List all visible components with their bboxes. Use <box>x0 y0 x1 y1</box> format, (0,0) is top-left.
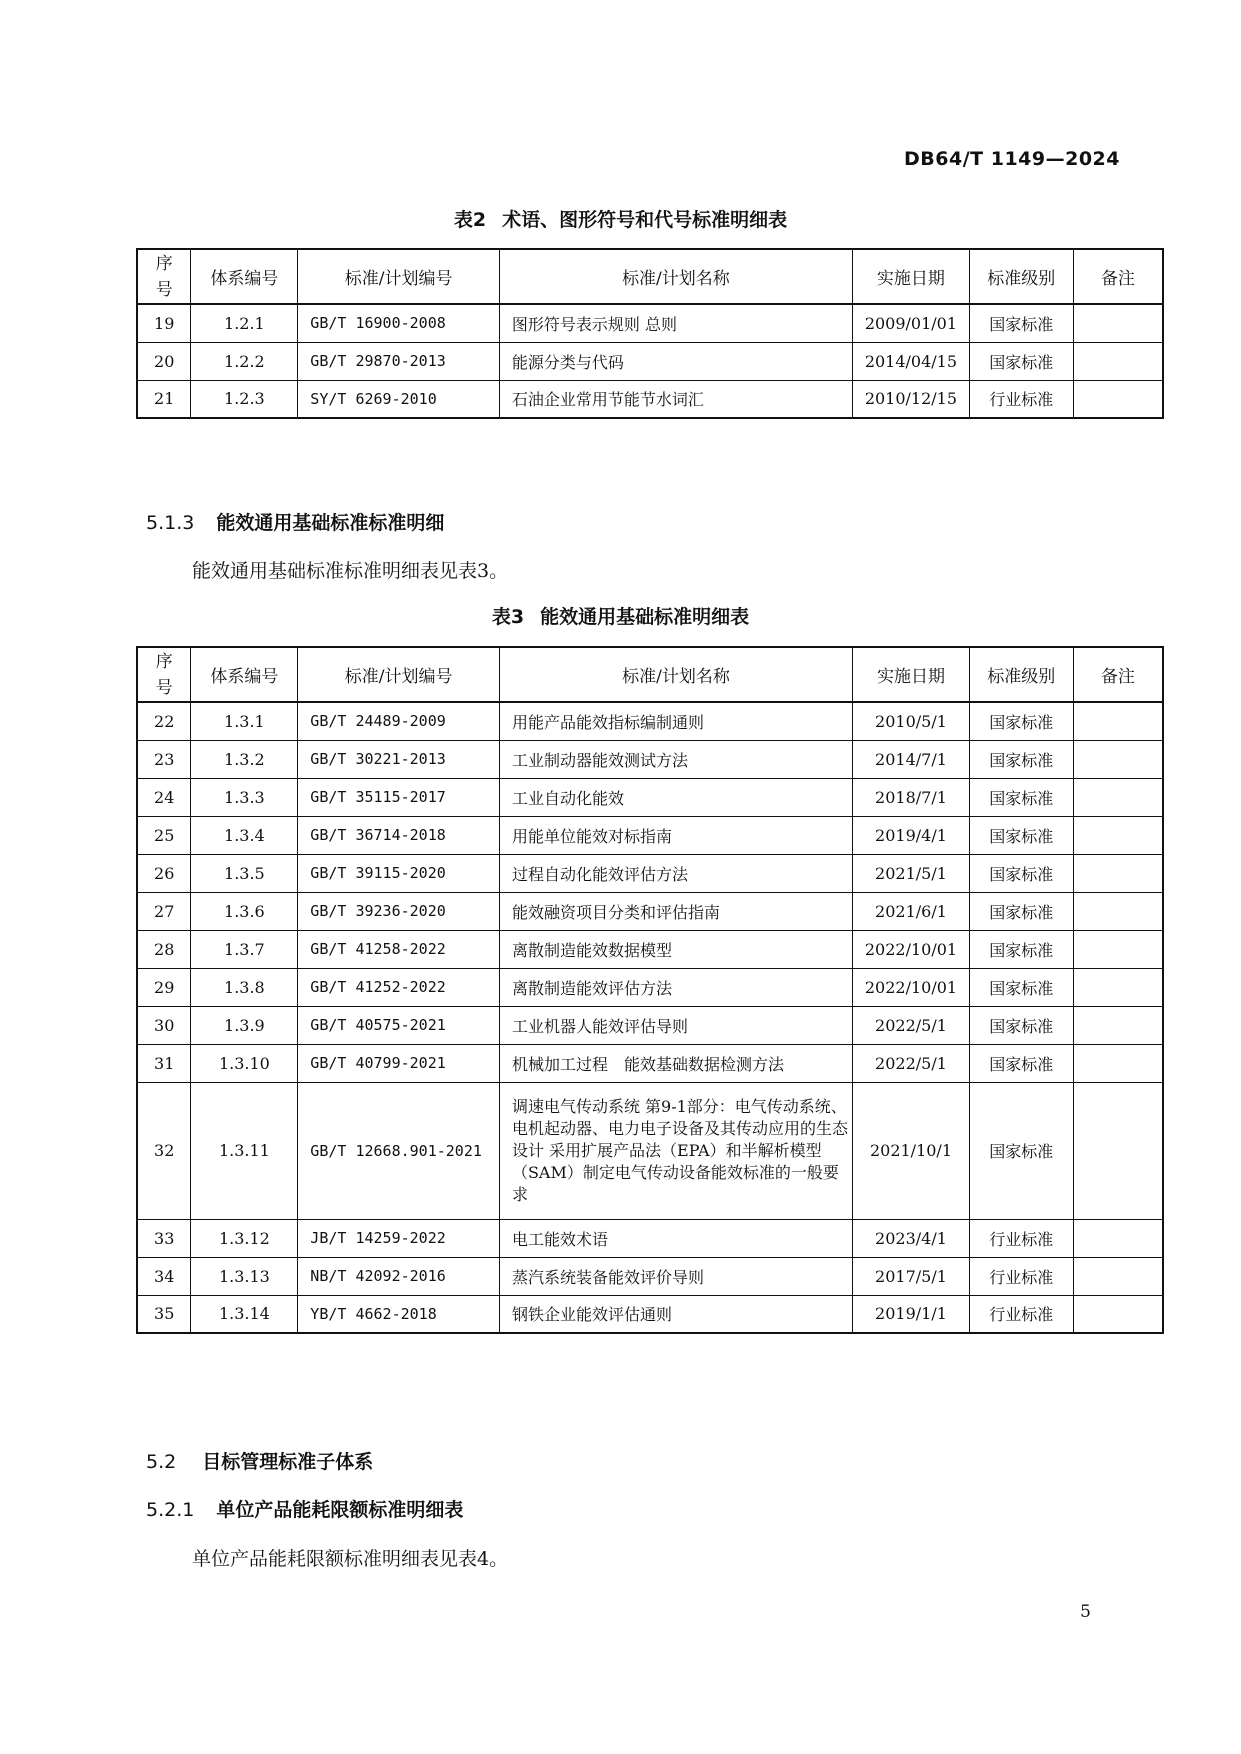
remark-cell <box>1073 740 1163 778</box>
level-cell: 国家标准 <box>969 816 1073 854</box>
effective-date-cell: 2014/04/15 <box>852 342 969 380</box>
section-title: 目标管理标准子体系 <box>202 1451 374 1473</box>
level-cell: 国家标准 <box>969 1044 1073 1082</box>
table-row <box>137 1219 1163 1257</box>
table3-header-cell: 体系编号 <box>191 647 298 702</box>
table2-header-cell: 体系编号 <box>191 249 298 304</box>
paragraph-5-2-1: 单位产品能耗限额标准明细表见表4。 <box>192 1548 509 1570</box>
level-cell: 国家标准 <box>969 930 1073 968</box>
table-row <box>137 1082 1163 1219</box>
standard-name-cell: 工业机器人能效评估导则 <box>499 1006 852 1044</box>
table2-header-cell: 标准级别 <box>969 249 1073 304</box>
effective-date-cell: 2021/5/1 <box>853 854 970 892</box>
remark-cell <box>1073 380 1163 418</box>
table2 <box>136 248 1164 419</box>
effective-date-cell: 2022/10/01 <box>853 968 970 1006</box>
table2-header-cell: 备注 <box>1073 249 1163 304</box>
standard-name-cell: 工业制动器能效测试方法 <box>499 740 852 778</box>
section-title: 能效通用基础标准标准明细 <box>216 512 445 534</box>
table-row <box>137 816 1163 854</box>
table2-number: 表2 <box>453 209 487 231</box>
system-code-cell: 1.3.4 <box>191 816 298 854</box>
system-code-cell: 1.3.1 <box>191 702 298 740</box>
level-cell: 行业标准 <box>969 1219 1073 1257</box>
section-title: 单位产品能耗限额标准明细表 <box>216 1499 464 1521</box>
table-row <box>137 854 1163 892</box>
table3-header-cell: 序号 <box>137 647 191 702</box>
table2-header-row <box>137 249 1163 304</box>
level-cell: 国家标准 <box>969 854 1073 892</box>
section-number: 5.2 <box>146 1451 177 1473</box>
standard-code-cell: GB/T 41258-2022 <box>298 930 500 968</box>
seq-cell: 29 <box>137 968 191 1006</box>
standard-name-cell: 用能产品能效指标编制通则 <box>499 702 852 740</box>
standard-code-cell: YB/T 4662-2018 <box>298 1295 500 1333</box>
standard-code-cell: GB/T 35115-2017 <box>298 778 500 816</box>
level-cell: 国家标准 <box>969 740 1073 778</box>
level-cell: 行业标准 <box>969 1257 1073 1295</box>
effective-date-cell: 2019/1/1 <box>853 1295 970 1333</box>
paragraph-5-1-3: 能效通用基础标准标准明细表见表3。 <box>192 560 509 582</box>
level-cell: 国家标准 <box>969 892 1073 930</box>
seq-cell: 21 <box>137 380 191 418</box>
system-code-cell: 1.2.2 <box>191 342 298 380</box>
table-row <box>137 1006 1163 1044</box>
system-code-cell: 1.3.2 <box>191 740 298 778</box>
standard-code-cell: NB/T 42092-2016 <box>298 1257 500 1295</box>
table3-header-cell: 备注 <box>1073 647 1163 702</box>
remark-cell <box>1073 1044 1163 1082</box>
system-code-cell: 1.3.10 <box>191 1044 298 1082</box>
seq-cell: 31 <box>137 1044 191 1082</box>
seq-cell: 33 <box>137 1219 191 1257</box>
table-row <box>137 702 1163 740</box>
effective-date-cell: 2021/6/1 <box>853 892 970 930</box>
level-cell: 国家标准 <box>969 1082 1073 1219</box>
effective-date-cell: 2017/5/1 <box>853 1257 970 1295</box>
seq-cell: 28 <box>137 930 191 968</box>
system-code-cell: 1.3.11 <box>191 1082 298 1219</box>
seq-cell: 22 <box>137 702 191 740</box>
standard-name-cell: 钢铁企业能效评估通则 <box>499 1295 852 1333</box>
standard-name-cell: 能源分类与代码 <box>499 342 852 380</box>
system-code-cell: 1.3.12 <box>191 1219 298 1257</box>
standard-code-cell: GB/T 40799-2021 <box>298 1044 500 1082</box>
standard-code-cell: GB/T 24489-2009 <box>298 702 500 740</box>
table-row <box>137 1257 1163 1295</box>
level-cell: 行业标准 <box>969 1295 1073 1333</box>
remark-cell <box>1073 304 1163 342</box>
page-number: 5 <box>1080 1602 1091 1622</box>
remark-cell <box>1073 892 1163 930</box>
table3-header-cell: 标准/计划编号 <box>298 647 500 702</box>
table-row <box>137 968 1163 1006</box>
standard-name-cell: 石油企业常用节能节水词汇 <box>499 380 852 418</box>
system-code-cell: 1.3.8 <box>191 968 298 1006</box>
seq-cell: 32 <box>137 1082 191 1219</box>
standard-name-cell: 过程自动化能效评估方法 <box>499 854 852 892</box>
table2-header-cell: 序号 <box>137 249 191 304</box>
standard-code-cell: GB/T 29870-2013 <box>298 342 500 380</box>
standard-name-cell: 图形符号表示规则 总则 <box>499 304 852 342</box>
remark-cell <box>1073 1257 1163 1295</box>
table2-header-cell: 实施日期 <box>852 249 969 304</box>
section-5-1-3-heading <box>146 508 444 535</box>
table-row <box>137 1044 1163 1082</box>
remark-cell <box>1073 1219 1163 1257</box>
seq-cell: 20 <box>137 342 191 380</box>
table3-header-cell: 实施日期 <box>853 647 970 702</box>
standard-name-cell: 工业自动化能效 <box>499 778 852 816</box>
seq-cell: 19 <box>137 304 191 342</box>
system-code-cell: 1.3.5 <box>191 854 298 892</box>
table-row <box>137 892 1163 930</box>
standard-code-cell: GB/T 39115-2020 <box>298 854 500 892</box>
system-code-cell: 1.3.6 <box>191 892 298 930</box>
standard-code-cell: GB/T 16900-2008 <box>298 304 500 342</box>
remark-cell <box>1073 968 1163 1006</box>
table-row <box>137 304 1163 342</box>
effective-date-cell: 2014/7/1 <box>853 740 970 778</box>
table-row <box>137 1295 1163 1333</box>
seq-cell: 24 <box>137 778 191 816</box>
standard-name-cell: 离散制造能效评估方法 <box>499 968 852 1006</box>
effective-date-cell: 2021/10/1 <box>853 1082 970 1219</box>
remark-cell <box>1073 342 1163 380</box>
effective-date-cell: 2022/10/01 <box>853 930 970 968</box>
effective-date-cell: 2023/4/1 <box>853 1219 970 1257</box>
effective-date-cell: 2022/5/1 <box>853 1044 970 1082</box>
standard-name-cell: 能效融资项目分类和评估指南 <box>499 892 852 930</box>
system-code-cell: 1.3.14 <box>191 1295 298 1333</box>
remark-cell <box>1073 778 1163 816</box>
effective-date-cell: 2010/12/15 <box>852 380 969 418</box>
standard-code-cell: JB/T 14259-2022 <box>298 1219 500 1257</box>
remark-cell <box>1073 816 1163 854</box>
standard-name-cell: 电工能效术语 <box>499 1219 852 1257</box>
table2-title: 术语、图形符号和代号标准明细表 <box>502 209 788 231</box>
standard-name-cell: 蒸汽系统装备能效评价导则 <box>499 1257 852 1295</box>
level-cell: 国家标准 <box>969 1006 1073 1044</box>
standard-code-cell: GB/T 12668.901-2021 <box>298 1082 500 1219</box>
seq-cell: 25 <box>137 816 191 854</box>
table3 <box>136 646 1164 1334</box>
level-cell: 国家标准 <box>969 342 1073 380</box>
effective-date-cell: 2009/01/01 <box>852 304 969 342</box>
table3-title: 能效通用基础标准明细表 <box>540 606 750 628</box>
level-cell: 国家标准 <box>969 778 1073 816</box>
section-5-2-1-heading <box>146 1495 463 1522</box>
section-number: 5.2.1 <box>146 1499 195 1521</box>
document-code: DB64/T 1149—2024 <box>904 148 1120 170</box>
standard-code-cell: GB/T 40575-2021 <box>298 1006 500 1044</box>
system-code-cell: 1.2.3 <box>191 380 298 418</box>
table2-header-cell: 标准/计划名称 <box>499 249 852 304</box>
level-cell: 行业标准 <box>969 380 1073 418</box>
seq-cell: 23 <box>137 740 191 778</box>
level-cell: 国家标准 <box>969 702 1073 740</box>
remark-cell <box>1073 1006 1163 1044</box>
table-row <box>137 778 1163 816</box>
table3-header-cell: 标准级别 <box>969 647 1073 702</box>
section-number: 5.1.3 <box>146 512 195 534</box>
effective-date-cell: 2019/4/1 <box>853 816 970 854</box>
section-5-2-heading <box>146 1447 373 1474</box>
effective-date-cell: 2018/7/1 <box>853 778 970 816</box>
effective-date-cell: 2022/5/1 <box>853 1006 970 1044</box>
system-code-cell: 1.3.13 <box>191 1257 298 1295</box>
seq-cell: 27 <box>137 892 191 930</box>
system-code-cell: 1.2.1 <box>191 304 298 342</box>
table-row <box>137 930 1163 968</box>
system-code-cell: 1.3.9 <box>191 1006 298 1044</box>
table2-header-cell: 标准/计划编号 <box>298 249 500 304</box>
standard-code-cell: GB/T 41252-2022 <box>298 968 500 1006</box>
table-row <box>137 380 1163 418</box>
system-code-cell: 1.3.7 <box>191 930 298 968</box>
table3-header-cell: 标准/计划名称 <box>499 647 852 702</box>
standard-name-cell: 调速电气传动系统 第9-1部分：电气传动系统、电机起动器、电力电子设备及其传动应用的生态设计 采用扩展产品法（EPA）和半解析模型（SAM）制定电气传动设备能效标准的一般要求 <box>499 1082 852 1219</box>
standard-code-cell: GB/T 36714-2018 <box>298 816 500 854</box>
seq-cell: 35 <box>137 1295 191 1333</box>
level-cell: 国家标准 <box>969 304 1073 342</box>
standard-name-cell: 用能单位能效对标指南 <box>499 816 852 854</box>
seq-cell: 34 <box>137 1257 191 1295</box>
standard-code-cell: GB/T 30221-2013 <box>298 740 500 778</box>
remark-cell <box>1073 1295 1163 1333</box>
standard-name-cell: 离散制造能效数据模型 <box>499 930 852 968</box>
table2-caption <box>0 205 1241 232</box>
table3-caption <box>0 602 1241 629</box>
effective-date-cell: 2010/5/1 <box>853 702 970 740</box>
seq-cell: 26 <box>137 854 191 892</box>
table-row <box>137 740 1163 778</box>
system-code-cell: 1.3.3 <box>191 778 298 816</box>
seq-cell: 30 <box>137 1006 191 1044</box>
remark-cell <box>1073 854 1163 892</box>
table-row <box>137 342 1163 380</box>
level-cell: 国家标准 <box>969 968 1073 1006</box>
remark-cell <box>1073 702 1163 740</box>
remark-cell <box>1073 930 1163 968</box>
table3-header-row <box>137 647 1163 702</box>
remark-cell <box>1073 1082 1163 1219</box>
standard-name-cell: 机械加工过程 能效基础数据检测方法 <box>499 1044 852 1082</box>
table3-number: 表3 <box>491 606 525 628</box>
standard-code-cell: GB/T 39236-2020 <box>298 892 500 930</box>
standard-code-cell: SY/T 6269-2010 <box>298 380 500 418</box>
